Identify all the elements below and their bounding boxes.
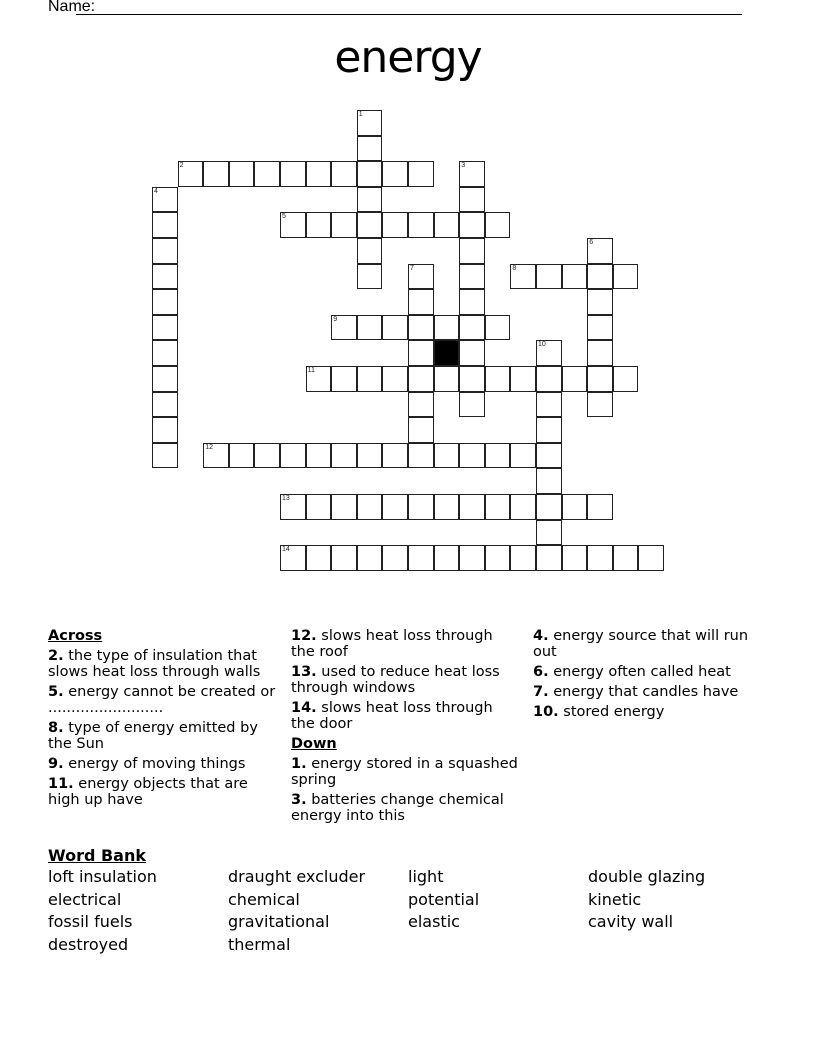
grid-cell[interactable] xyxy=(459,212,485,238)
word-bank-item: potential xyxy=(408,889,480,909)
clue-text: energy that candles have xyxy=(553,684,739,700)
grid-cell[interactable] xyxy=(485,212,511,238)
grid-cell[interactable] xyxy=(536,468,562,494)
grid-cell[interactable] xyxy=(178,161,204,187)
clue-number-label: 5 xyxy=(282,213,286,221)
grid-cell[interactable] xyxy=(434,366,460,392)
grid-cell[interactable] xyxy=(587,366,613,392)
clue-number: 10. xyxy=(533,704,559,720)
grid-cell[interactable] xyxy=(306,494,332,520)
grid-cell[interactable] xyxy=(357,545,383,571)
word-bank-item: cavity wall xyxy=(588,912,674,931)
clue-number: 7. xyxy=(533,684,549,700)
clue-down-6 xyxy=(533,664,773,680)
grid-cell[interactable] xyxy=(331,366,357,392)
clue-down-10 xyxy=(533,704,773,720)
grid-cell[interactable] xyxy=(459,187,485,213)
grid-cell[interactable] xyxy=(357,136,383,162)
clue-across-11 xyxy=(48,776,278,808)
grid-cell[interactable] xyxy=(152,443,178,469)
grid-cell[interactable] xyxy=(536,545,562,571)
word-bank-item: thermal xyxy=(228,934,291,954)
grid-cell[interactable] xyxy=(408,161,434,187)
clue-number-label: 10 xyxy=(538,341,546,349)
grid-cell[interactable] xyxy=(408,545,434,571)
clue-across-5 xyxy=(48,684,278,716)
grid-cell[interactable] xyxy=(306,212,332,238)
grid-cell[interactable] xyxy=(229,161,255,187)
clue-text: type of energy emitted by the Sun xyxy=(48,720,258,752)
clue-number: 6. xyxy=(533,664,549,680)
grid-cell[interactable] xyxy=(254,443,280,469)
clue-across-9 xyxy=(48,756,278,772)
grid-cell[interactable] xyxy=(357,443,383,469)
word-bank-item: gravitational xyxy=(228,912,330,931)
clue-number-label: 4 xyxy=(154,187,158,195)
clues-column-2 xyxy=(291,628,521,828)
grid-cell[interactable] xyxy=(587,238,613,264)
clue-text: batteries change chemical energy into this xyxy=(291,792,504,824)
clue-number-label: 14 xyxy=(282,546,290,554)
clue-number: 5. xyxy=(48,684,64,700)
grid-cell[interactable] xyxy=(562,366,588,392)
grid-cell[interactable] xyxy=(382,315,408,341)
clue-number-label: 2 xyxy=(179,162,184,170)
grid-cell[interactable] xyxy=(357,212,383,238)
grid-cell[interactable] xyxy=(229,443,255,469)
grid-cell[interactable] xyxy=(382,494,408,520)
word-bank-item: destroyed xyxy=(48,934,129,954)
grid-cell[interactable] xyxy=(152,340,178,366)
grid-cell[interactable] xyxy=(638,545,664,571)
grid-cell[interactable] xyxy=(434,545,460,571)
grid-cell[interactable] xyxy=(306,161,332,187)
grid-cell[interactable] xyxy=(408,289,434,315)
clue-number: 13. xyxy=(291,664,317,680)
clue-number-label: 7 xyxy=(410,264,414,272)
grid-cell[interactable] xyxy=(536,264,562,290)
clue-down-1 xyxy=(291,756,521,788)
word-bank-item: chemical xyxy=(228,889,300,909)
grid-cell[interactable] xyxy=(510,366,536,392)
grid-cell[interactable] xyxy=(536,494,562,520)
grid-cell[interactable] xyxy=(613,366,639,392)
grid-cell[interactable] xyxy=(587,545,613,571)
grid-cell[interactable] xyxy=(357,161,383,187)
grid-cell[interactable] xyxy=(459,264,485,290)
clue-text: stored energy xyxy=(563,704,665,720)
word-bank-item: kinetic xyxy=(588,889,642,909)
name-label: Name: xyxy=(48,0,96,15)
clue-number-label: 9 xyxy=(333,315,338,323)
clue-across-12 xyxy=(291,628,521,660)
grid-cell[interactable] xyxy=(203,161,229,187)
grid-cell[interactable] xyxy=(357,264,383,290)
word-bank-item: draught excluder xyxy=(228,867,366,886)
grid-cell[interactable] xyxy=(434,443,460,469)
grid-cell[interactable] xyxy=(280,443,306,469)
grid-cell[interactable] xyxy=(382,212,408,238)
grid-cell[interactable] xyxy=(280,494,306,520)
down-heading: Down xyxy=(291,736,337,752)
grid-cell[interactable] xyxy=(613,264,639,290)
grid-cell[interactable] xyxy=(306,545,332,571)
clue-text: slows heat loss through the door xyxy=(291,700,493,732)
grid-cell[interactable] xyxy=(459,494,485,520)
word-bank-item: double glazing xyxy=(588,867,706,886)
grid-cell[interactable] xyxy=(357,187,383,213)
grid-cell[interactable] xyxy=(382,545,408,571)
clue-text: the type of insulation that slows heat loss through walls xyxy=(48,648,261,680)
grid-cell[interactable] xyxy=(408,212,434,238)
grid-cell[interactable] xyxy=(459,366,485,392)
word-bank-item: elastic xyxy=(408,912,460,931)
grid-cell[interactable] xyxy=(485,315,511,341)
grid-cell[interactable] xyxy=(434,315,460,341)
grid-cell[interactable] xyxy=(459,545,485,571)
grid-cell[interactable] xyxy=(306,443,332,469)
word-bank-list xyxy=(48,867,788,954)
grid-cell[interactable] xyxy=(254,161,280,187)
grid-cell[interactable] xyxy=(357,494,383,520)
clue-number: 1. xyxy=(291,756,307,772)
grid-cell[interactable] xyxy=(459,340,485,366)
grid-cell[interactable] xyxy=(459,315,485,341)
word-bank-item: fossil fuels xyxy=(48,912,133,931)
grid-cell[interactable] xyxy=(587,315,613,341)
grid-cell[interactable] xyxy=(459,289,485,315)
clue-number-label: 1 xyxy=(358,111,363,118)
clue-text: energy source that will run out xyxy=(533,628,749,660)
grid-cell[interactable] xyxy=(280,545,306,571)
grid-cell[interactable] xyxy=(408,340,434,366)
clue-across-13 xyxy=(291,664,521,696)
word-bank-heading: Word Bank xyxy=(48,846,147,865)
grid-cell[interactable] xyxy=(152,392,178,418)
grid-cell[interactable] xyxy=(331,161,357,187)
grid-cell[interactable] xyxy=(331,494,357,520)
page-title: energy xyxy=(334,32,482,83)
grid-cell[interactable] xyxy=(510,443,536,469)
clue-down-4 xyxy=(533,628,773,660)
grid-cell[interactable] xyxy=(408,443,434,469)
clues-column-3 xyxy=(533,628,773,724)
grid-cell[interactable] xyxy=(510,545,536,571)
clue-text: energy stored in a squashed spring xyxy=(291,756,518,788)
grid-cell[interactable] xyxy=(331,315,357,341)
grid-cell[interactable] xyxy=(306,366,332,392)
grid-cell[interactable] xyxy=(357,110,383,136)
grid-cell[interactable] xyxy=(485,443,511,469)
clue-number-label: 3 xyxy=(461,162,466,170)
grid-cell[interactable] xyxy=(357,238,383,264)
grid-cell[interactable] xyxy=(382,443,408,469)
grid-cell[interactable] xyxy=(152,264,178,290)
grid-cell[interactable] xyxy=(510,264,536,290)
clue-number: 8. xyxy=(48,720,64,736)
word-bank-item: loft insulation xyxy=(48,867,157,886)
grid-cell[interactable] xyxy=(280,161,306,187)
grid-cell[interactable] xyxy=(331,443,357,469)
grid-cell[interactable] xyxy=(536,417,562,443)
grid-cell[interactable] xyxy=(434,494,460,520)
grid-cell[interactable] xyxy=(587,392,613,418)
grid-cell[interactable] xyxy=(408,366,434,392)
grid-cell[interactable] xyxy=(408,264,434,290)
grid-cell[interactable] xyxy=(152,212,178,238)
grid-cell[interactable] xyxy=(357,315,383,341)
grid-cell[interactable] xyxy=(152,315,178,341)
grid-cell[interactable] xyxy=(587,340,613,366)
grid-cell[interactable] xyxy=(562,494,588,520)
grid-cell[interactable] xyxy=(510,494,536,520)
grid-cell[interactable] xyxy=(331,545,357,571)
grid-cell[interactable] xyxy=(485,366,511,392)
word-bank-item: light xyxy=(408,867,444,886)
grid-cell[interactable] xyxy=(459,443,485,469)
clue-number-label: 6 xyxy=(589,239,594,246)
across-heading: Across xyxy=(48,628,103,644)
grid-cell[interactable] xyxy=(485,545,511,571)
clues-column-1 xyxy=(48,628,278,812)
grid-cell[interactable] xyxy=(536,366,562,392)
grid-cell-blocked xyxy=(434,340,460,366)
clue-number-label: 11 xyxy=(307,367,315,374)
grid-cell[interactable] xyxy=(536,392,562,418)
grid-cell[interactable] xyxy=(331,212,357,238)
grid-cell[interactable] xyxy=(536,340,562,366)
grid-cell[interactable] xyxy=(152,289,178,315)
grid-cell[interactable] xyxy=(382,366,408,392)
clue-number: 3. xyxy=(291,792,307,808)
clue-across-8 xyxy=(48,720,278,752)
grid-cell[interactable] xyxy=(408,494,434,520)
grid-cell[interactable] xyxy=(357,366,383,392)
grid-cell[interactable] xyxy=(536,443,562,469)
grid-cell[interactable] xyxy=(152,238,178,264)
clue-number-label: 8 xyxy=(512,264,517,272)
clue-number-label: 12 xyxy=(205,443,213,451)
clue-number: 11. xyxy=(48,776,74,792)
grid-cell[interactable] xyxy=(459,238,485,264)
grid-cell[interactable] xyxy=(408,417,434,443)
clue-across-14 xyxy=(291,700,521,732)
clue-down-3 xyxy=(291,792,521,824)
clue-text: slows heat loss through the roof xyxy=(291,628,493,660)
grid-cell[interactable] xyxy=(562,545,588,571)
grid-cell[interactable] xyxy=(152,187,178,213)
grid-cell[interactable] xyxy=(562,264,588,290)
grid-cell[interactable] xyxy=(152,417,178,443)
grid-cell[interactable] xyxy=(434,212,460,238)
clue-number: 9. xyxy=(48,756,64,772)
grid-cell[interactable] xyxy=(408,315,434,341)
grid-cell[interactable] xyxy=(203,443,229,469)
grid-cell[interactable] xyxy=(587,494,613,520)
clue-text: energy cannot be created or ......................... xyxy=(48,684,276,716)
grid-cell[interactable] xyxy=(459,161,485,187)
clue-number: 4. xyxy=(533,628,549,644)
grid-cell[interactable] xyxy=(536,520,562,546)
clue-text: energy often called heat xyxy=(553,664,731,680)
grid-cell[interactable] xyxy=(408,392,434,418)
clue-text: energy objects that are high up have xyxy=(48,776,248,808)
clue-text: energy of moving things xyxy=(68,756,246,772)
grid-cell[interactable] xyxy=(459,392,485,418)
grid-cell[interactable] xyxy=(587,289,613,315)
clue-down-7 xyxy=(533,684,773,700)
grid-cell[interactable] xyxy=(280,212,306,238)
clue-number: 2. xyxy=(48,648,64,664)
grid-cell[interactable] xyxy=(587,264,613,290)
clue-number: 12. xyxy=(291,628,317,644)
grid-cell[interactable] xyxy=(485,494,511,520)
word-bank xyxy=(48,846,788,954)
word-bank-item: electrical xyxy=(48,889,122,909)
clue-number: 14. xyxy=(291,700,317,716)
grid-cell[interactable] xyxy=(382,161,408,187)
clue-across-2 xyxy=(48,648,278,680)
clue-number-label: 13 xyxy=(282,495,290,502)
clue-text: used to reduce heat loss through windows xyxy=(291,664,500,696)
grid-cell[interactable] xyxy=(613,545,639,571)
grid-cell[interactable] xyxy=(152,366,178,392)
